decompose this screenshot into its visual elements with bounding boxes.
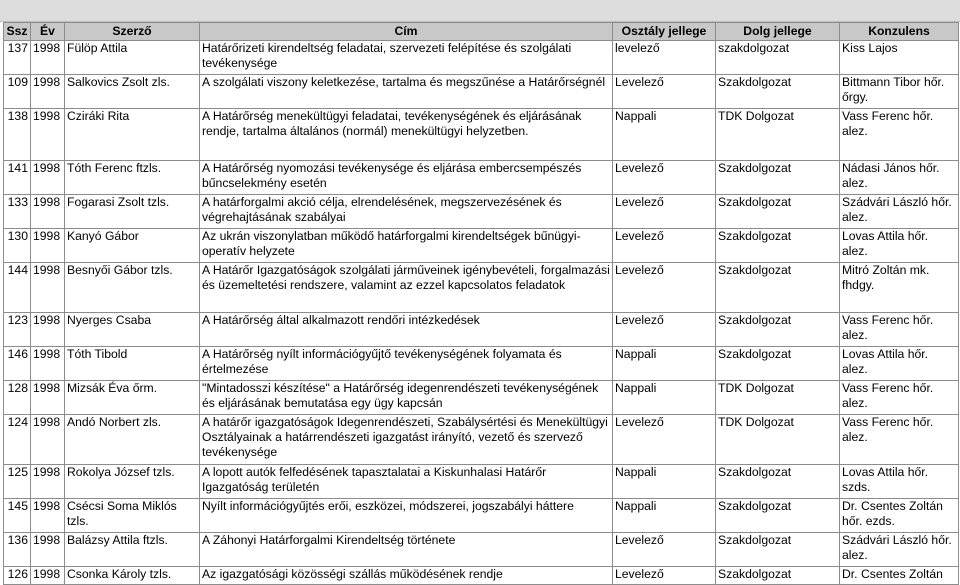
cell-cim: Az igazgatósági közösségi szállás működésének rendje: [200, 567, 613, 585]
cell-ssz: 126: [4, 567, 31, 585]
cell-szerzo: Tóth Tibold: [65, 347, 200, 381]
cell-ev: 1998: [31, 161, 65, 195]
header-ev[interactable]: Év: [31, 23, 65, 41]
cell-ev: 1998: [31, 381, 65, 415]
table-row: [4, 263, 959, 313]
cell-konzulens: Mitró Zoltán mk. fhdgy.: [840, 263, 959, 313]
cell-cim: A határforgalmi akció célja, elrendelésének, megszervezésének és végrehajtásának szabályai: [200, 195, 613, 229]
cell-szerzo: Csécsi Soma Miklós tzls.: [65, 499, 200, 533]
cell-cim: A Záhonyi Határforgalmi Kirendeltség története: [200, 533, 613, 567]
cell-dolg: Szakdolgozat: [716, 161, 840, 195]
cell-dolg: Szakdolgozat: [716, 465, 840, 499]
header-dolg-jellege[interactable]: Dolg jellege: [716, 23, 840, 41]
cell-szerzo: Tóth Ferenc ftzls.: [65, 161, 200, 195]
cell-szerzo: Kanyó Gábor: [65, 229, 200, 263]
cell-ev: 1998: [31, 415, 65, 465]
cell-konzulens: Dr. Csentes Zoltán: [840, 567, 959, 585]
thesis-table: [3, 22, 959, 585]
cell-dolg: Szakdolgozat: [716, 347, 840, 381]
cell-ev: 1998: [31, 41, 65, 75]
cell-ev: 1998: [31, 499, 65, 533]
table-row: [4, 381, 959, 415]
cell-szerzo: Nyerges Csaba: [65, 313, 200, 347]
header-row: [4, 23, 959, 41]
cell-konzulens: Dr. Csentes Zoltán hőr. ezds.: [840, 499, 959, 533]
cell-konzulens: Lovas Attila hőr. alez.: [840, 229, 959, 263]
cell-konzulens: Szádvári László hőr. alez.: [840, 195, 959, 229]
cell-dolg: Szakdolgozat: [716, 195, 840, 229]
cell-ssz: 145: [4, 499, 31, 533]
cell-szerzo: Balázsy Attila ftzls.: [65, 533, 200, 567]
cell-ssz: 137: [4, 41, 31, 75]
cell-szerzo: Csonka Károly tzls.: [65, 567, 200, 585]
cell-cim: A Határőrség nyomozási tevékenysége és eljárása embercsempészés bűncselekmény esetén: [200, 161, 613, 195]
cell-dolg: TDK Dolgozat: [716, 109, 840, 161]
cell-ev: 1998: [31, 567, 65, 585]
table-row: [4, 109, 959, 161]
cell-osztaly: Levelező: [613, 567, 716, 585]
cell-ssz: 146: [4, 347, 31, 381]
cell-ssz: 130: [4, 229, 31, 263]
cell-osztaly: Nappali: [613, 381, 716, 415]
cell-osztaly: Levelező: [613, 195, 716, 229]
cell-konzulens: Kiss Lajos: [840, 41, 959, 75]
cell-ssz: 123: [4, 313, 31, 347]
cell-osztaly: Levelező: [613, 229, 716, 263]
table-row: [4, 567, 959, 585]
cell-ssz: 144: [4, 263, 31, 313]
cell-dolg: Szakdolgozat: [716, 229, 840, 263]
cell-osztaly: Levelező: [613, 313, 716, 347]
cell-osztaly: Levelező: [613, 75, 716, 109]
cell-ssz: 125: [4, 465, 31, 499]
cell-ev: 1998: [31, 347, 65, 381]
cell-osztaly: Levelező: [613, 263, 716, 313]
cell-szerzo: Besnyői Gábor tzls.: [65, 263, 200, 313]
cell-ev: 1998: [31, 195, 65, 229]
cell-szerzo: Fogarasi Zsolt tzls.: [65, 195, 200, 229]
cell-cim: A Határőrség által alkalmazott rendőri intézkedések: [200, 313, 613, 347]
table-row: [4, 533, 959, 567]
cell-dolg: Szakdolgozat: [716, 499, 840, 533]
table-row: [4, 313, 959, 347]
cell-osztaly: Levelező: [613, 533, 716, 567]
table-row: [4, 195, 959, 229]
cell-szerzo: Cziráki Rita: [65, 109, 200, 161]
table-row: [4, 415, 959, 465]
cell-cim: A Határőr Igazgatóságok szolgálati járműveinek igénybevételi, forgalmazási és üzemeltetési rendszere, valamint az ezzel kapcsolatos feladatok: [200, 263, 613, 313]
cell-konzulens: Vass Ferenc hőr. alez.: [840, 381, 959, 415]
table-row: [4, 347, 959, 381]
cell-ev: 1998: [31, 229, 65, 263]
cell-cim: A Határőrség nyílt információgyűjtő tevékenységének folyamata és értelmezése: [200, 347, 613, 381]
cell-osztaly: Nappali: [613, 347, 716, 381]
cell-ssz: 109: [4, 75, 31, 109]
cell-ev: 1998: [31, 109, 65, 161]
table-row: [4, 465, 959, 499]
cell-konzulens: Lovas Attila hőr. alez.: [840, 347, 959, 381]
cell-ssz: 136: [4, 533, 31, 567]
cell-szerzo: Mizsák Éva őrm.: [65, 381, 200, 415]
cell-cim: A határőr igazgatóságok Idegenrendészeti, Szabálysértési és Menekültügyi Osztályainak a határrendészeti igazgatást irányító, vezető és szervező tevékenysége: [200, 415, 613, 465]
cell-konzulens: Bittmann Tibor hőr. őrgy.: [840, 75, 959, 109]
header-konzulens[interactable]: Konzulens: [840, 23, 959, 41]
cell-konzulens: Szádvári László hőr. alez.: [840, 533, 959, 567]
cell-szerzo: Rokolya József tzls.: [65, 465, 200, 499]
header-ssz[interactable]: Ssz: [4, 23, 31, 41]
cell-cim: A Határőrség menekültügyi feladatai, tevékenységének és eljárásának rendje, tartalma általános (normál) menekültügyi helyzetben.: [200, 109, 613, 161]
cell-konzulens: Vass Ferenc hőr. alez.: [840, 109, 959, 161]
cell-ssz: 141: [4, 161, 31, 195]
cell-szerzo: Fülöp Attila: [65, 41, 200, 75]
cell-osztaly: Nappali: [613, 499, 716, 533]
cell-ssz: 124: [4, 415, 31, 465]
cell-dolg: Szakdolgozat: [716, 313, 840, 347]
cell-cim: A lopott autók felfedésének tapasztalatai a Kiskunhalasi Határőr Igazgatóság területén: [200, 465, 613, 499]
cell-ssz: 133: [4, 195, 31, 229]
cell-cim: A szolgálati viszony keletkezése, tartalma és megszűnése a Határőrségnél: [200, 75, 613, 109]
cell-dolg: TDK Dolgozat: [716, 381, 840, 415]
cell-dolg: Szakdolgozat: [716, 75, 840, 109]
cell-ssz: 128: [4, 381, 31, 415]
cell-dolg: Szakdolgozat: [716, 533, 840, 567]
cell-osztaly: Nappali: [613, 109, 716, 161]
cell-ev: 1998: [31, 465, 65, 499]
table-row: [4, 75, 959, 109]
cell-ev: 1998: [31, 533, 65, 567]
cell-ev: 1998: [31, 263, 65, 313]
cell-ev: 1998: [31, 313, 65, 347]
table-row: [4, 41, 959, 75]
cell-ev: 1998: [31, 75, 65, 109]
cell-szerzo: Salkovics Zsolt zls.: [65, 75, 200, 109]
cell-cim: Az ukrán viszonylatban működő határforgalmi kirendeltségek bűnügyi-operatív helyzete: [200, 229, 613, 263]
cell-dolg: Szakdolgozat: [716, 567, 840, 585]
header-osztaly-jellege[interactable]: Osztály jellege: [613, 23, 716, 41]
cell-cim: Nyílt információgyűjtés erői, eszközei, módszerei, jogszabályi háttere: [200, 499, 613, 533]
cell-szerzo: Andó Norbert zls.: [65, 415, 200, 465]
window-top-bar: [0, 0, 960, 22]
table-row: [4, 229, 959, 263]
cell-dolg: TDK Dolgozat: [716, 415, 840, 465]
cell-dolg: Szakdolgozat: [716, 263, 840, 313]
cell-osztaly: Levelező: [613, 161, 716, 195]
cell-konzulens: Nádasi János hőr. alez.: [840, 161, 959, 195]
header-szerzo[interactable]: Szerző: [65, 23, 200, 41]
cell-konzulens: Vass Ferenc hőr. alez.: [840, 415, 959, 465]
cell-konzulens: Lovas Attila hőr. szds.: [840, 465, 959, 499]
cell-cim: "Mintadosszi készítése" a Határőrség idegenrendészeti tevékenységének és eljárásának bemutatása egy ügy kapcsán: [200, 381, 613, 415]
cell-osztaly: levelező: [613, 41, 716, 75]
cell-cim: Határőrizeti kirendeltség feladatai, szervezeti felépítése és szolgálati tevékenysége: [200, 41, 613, 75]
cell-ssz: 138: [4, 109, 31, 161]
table-row: [4, 499, 959, 533]
table-row: [4, 161, 959, 195]
header-cim[interactable]: Cím: [200, 23, 613, 41]
cell-osztaly: Levelező: [613, 415, 716, 465]
cell-osztaly: Nappali: [613, 465, 716, 499]
cell-konzulens: Vass Ferenc hőr. alez.: [840, 313, 959, 347]
cell-dolg: szakdolgozat: [716, 41, 840, 75]
